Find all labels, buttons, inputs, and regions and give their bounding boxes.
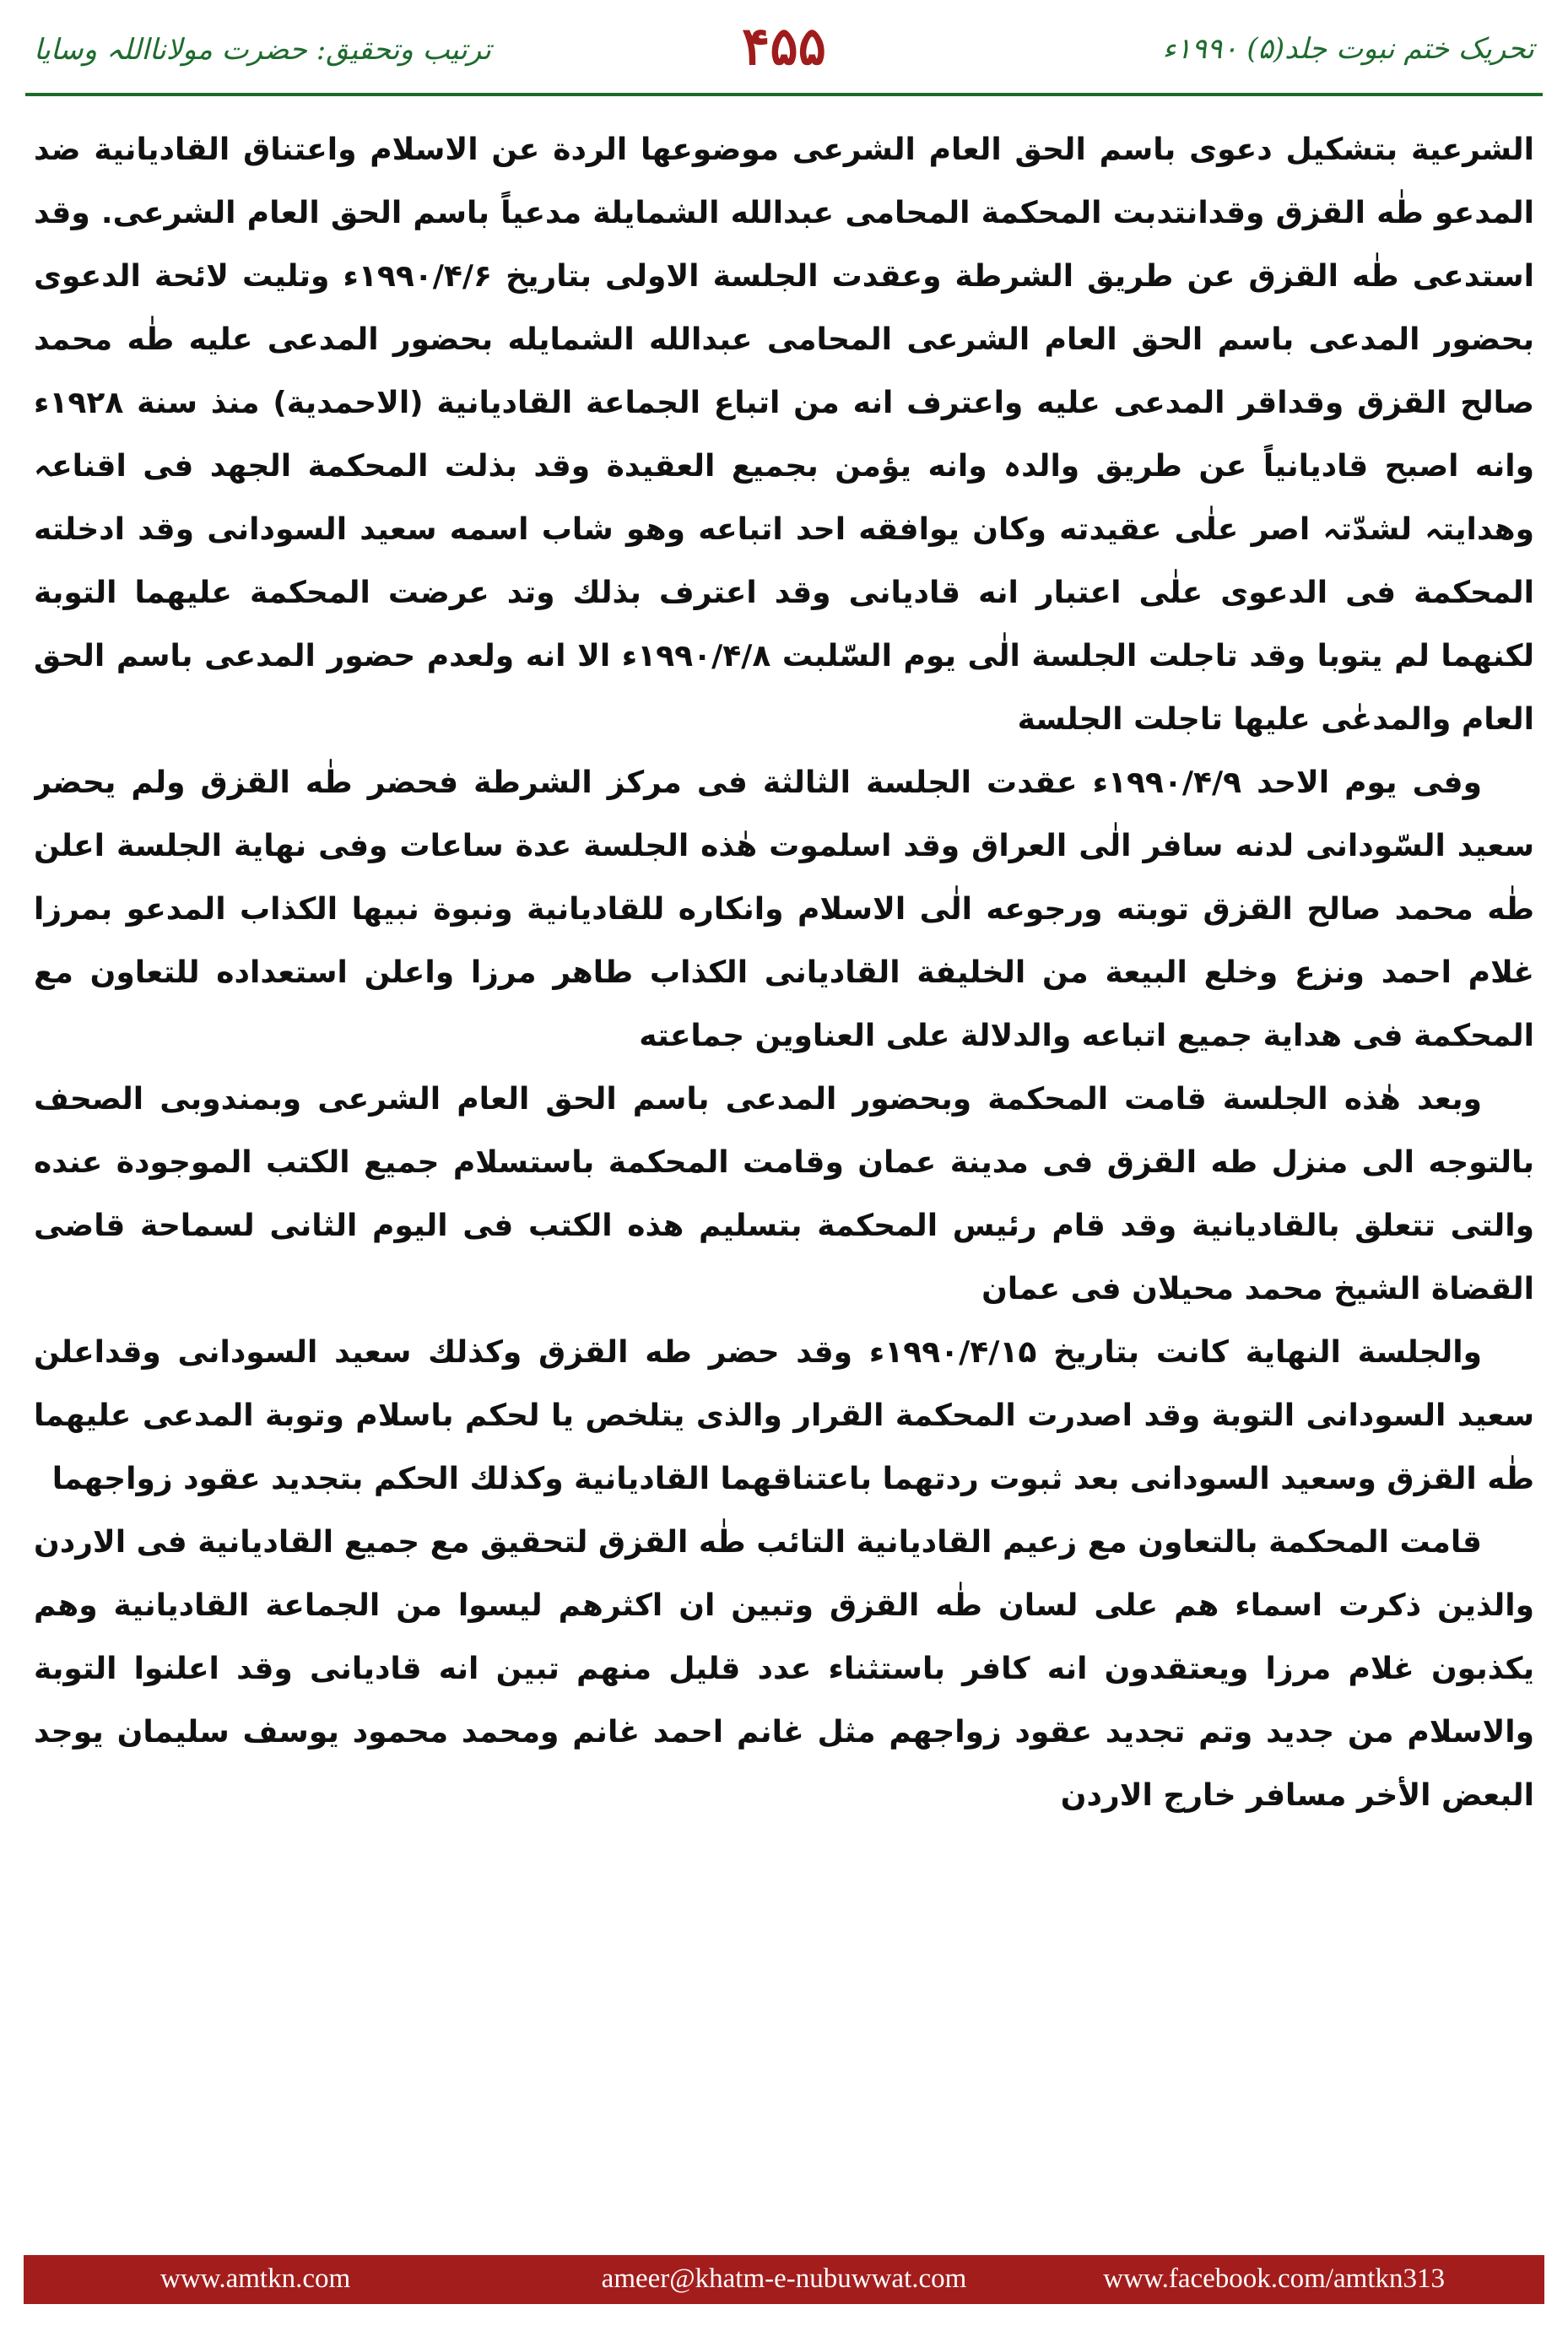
paragraph-2: وفى يوم الاحد ۱۹۹۰/۴/۹ء عقدت الجلسة الثالثة فى مركز الشرطة فحضر طٰه القزق ولم يحضر سعيد السّودانى لدنه سافر الٰى العراق وقد اسلموت هٰذه الجلسة عدة ساعات وفى نهاية الجلسة اعلن طٰه محمد صالح القزق توبته ورجوعه الٰى الاسلام وانكاره للقاديانية ونبوة نبيها الكذاب المدعو بمرزا غلام احمد ونزع وخلع البيعة من الخليفة القاديانى الكذاب طاهر مرزا واعلن استعداده للتعاون مع المحكمة فى هداية جميع اتباعه والدلالة على العناوين جماعته (34, 765, 1534, 1053)
page-body (34, 118, 1534, 2203)
paragraph-1: الشرعية بتشكيل دعوى باسم الحق العام الشرعى موضوعها الردة عن الاسلام واعتناق القاديانية ضد المدعو طٰه القزق وقدانتدبت المحكمة المحامى عبدالله الشمايلة مدعياً باسم الحق العام الشرعى. وقد استدعى طٰه القزق عن طريق الشرطة وعقدت الجلسة الاولى بتاريخ ۱۹۹۰/۴/۶ء وتليت لائحة الدعوى بحضور المدعى باسم الحق العام الشرعى المحامى عبدالله الشمايله بحضور المدعى عليه طٰه محمد صالح القزق وقداقر المدعى عليه واعترف انه من اتباع الجماعة القاديانية (الاحمدية) منذ سنة ۱۹۲۸ء وانه اصبح قاديانياً عن طريق والدہ وانه يؤمن بجميع العقيدة وقد بذلت المحكمة الجهد فى اقناعہ وهدايتہ لشدّتہ اصر علٰى عقيدته وكان يوافقه احد اتباعه وهو شاب اسمه سعيد السودانى وقد ادخلته المحكمة فى الدعوى علٰى اعتبار انه قاديانى وقد اعترف بذلك وتد عرضت المحكمة عليهما التوبة لكنهما لم يتوبا وقد تاجلت الجلسة الٰى يوم السّلبت ۱۹۹۰/۴/۸ء الا انه ولعدم حضور المدعى باسم الحق العام والمدعٰى عليها تاجلت الجلسة (34, 133, 1534, 737)
paragraph-3: وبعد هٰذه الجلسة قامت المحكمة وبحضور المدعى باسم الحق العام الشرعى وبمندوبى الصحف بالتوجه الى منزل طه القزق فى مدينة عمان وقامت المحكمة باستسلام جميع الكتب الموجودة عنده والتى تتعلق بالقاديانية وقد قام رئيس المحكمة بتسليم هذه الكتب فى اليوم الثانى لسماحة قاضى القضاة الشيخ محمد محيلان فى عمان (34, 1082, 1534, 1306)
footer-bar (24, 2255, 1544, 2304)
page-header (25, 15, 1543, 91)
website-link[interactable]: www.amtkn.com (160, 2264, 351, 2294)
compiler-credit: ترتیب وتحقیق: حضرت مولانااللہ وسایا (34, 33, 491, 67)
paragraph-4: والجلسة النهاية كانت بتاريخ ۱۹۹۰/۴/۱۵ء وقد حضر طه القزق وكذلك سعيد السودانى وقداعلن سعيد السودانى التوبة وقد اصدرت المحكمة القرار والذى يتلخص يا لحكم باسلام وتوبة المدعى عليهما طٰه القزق وسعيد السودانى بعد ثبوت ردتهما باعتناقهما القاديانية وكذلك الحكم بتجديد عقود زواجهما (34, 1335, 1534, 1496)
paragraph-5: قامت المحكمة بالتعاون مع زعيم القاديانية التائب طٰه القزق لتحقيق مع جميع القاديانية فى الاردن والذين ذكرت اسماء هم على لسان طٰه القزق وتبين ان اكثرهم ليسوا من الجماعة القاديانية وهم يكذبون غلام مرزا ويعتقدون انه كافر باستثناء عدد قليل منهم تبين انه قاديانى وقد اعلنوا التوبة والاسلام من جديد وتم تجديد عقود زواجهم مثل غانم احمد غانم ومحمد محمود يوسف سليمان يوجد البعض الأخر مسافر خارج الاردن (34, 1525, 1534, 1813)
book-title: تحریک ختم نبوت جلد(۵) ۱۹۹۰ء (1162, 32, 1534, 66)
email-link[interactable]: ameer@khatm-e-nubuwwat.com (601, 2264, 967, 2294)
facebook-link[interactable]: www.facebook.com/amtkn313 (1103, 2264, 1445, 2294)
page-number: ۴۵۵ (742, 15, 826, 77)
header-divider (25, 93, 1543, 96)
